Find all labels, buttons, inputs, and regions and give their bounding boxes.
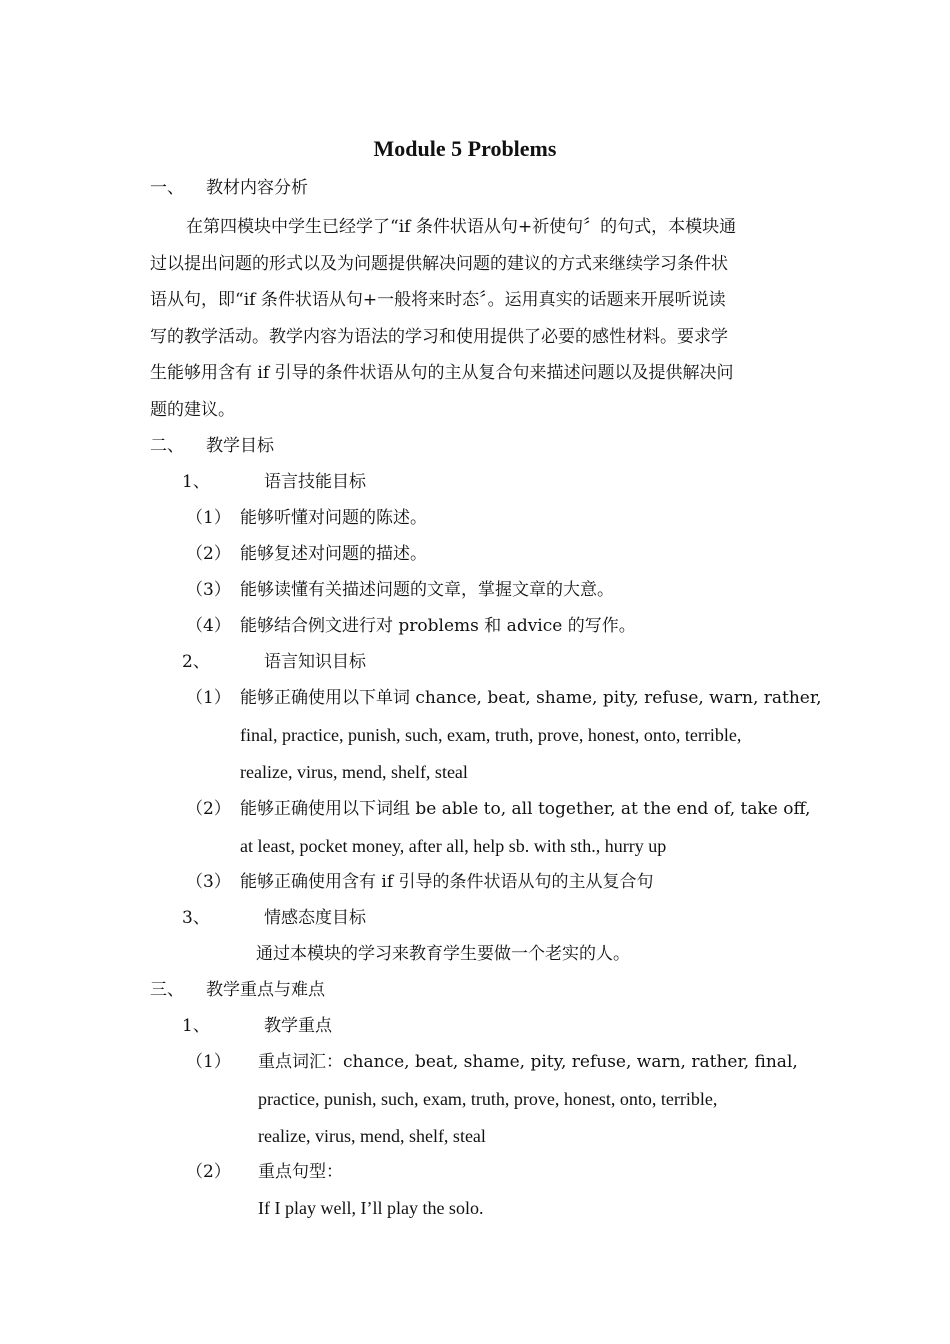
paragraph-line: 写的教学活动。教学内容为语法的学习和使用提供了必要的感性材料。要求学 [150,326,728,347]
subsection-2-1-label: 语言技能目标 [264,472,366,492]
item-number: （1） [186,1052,231,1072]
item-text: 能够复述对问题的描述。 [240,544,427,564]
item-text: 能够听懂对问题的陈述。 [240,508,427,528]
item-text: 能够结合例文进行对 problems 和 advice 的写作。 [240,616,636,636]
item-number: （1） [186,508,231,528]
item-number: （2） [186,1162,231,1182]
item-label: 重点句型： [258,1162,343,1182]
section-2-number: 二、 [150,436,184,456]
paragraph-line: 生能够用含有 if 引导的条件状语从句的主从复合句来描述问题以及提供解决问 [150,363,734,384]
item-text: 能够读懂有关描述问题的文章，掌握文章的大意。 [240,580,614,600]
subsection-2-3-number: 3、 [182,908,210,928]
section-3-number: 三、 [150,980,184,1000]
item-number: （4） [186,616,231,636]
item-text: 能够正确使用以下单词 chance, beat, shame, pity, refuse, warn, rather, [240,688,822,708]
paragraph-line: 在第四模块中学生已经学了“if 条件状语从句+祈使句〞的句式，本模块通 [186,217,737,237]
subsection-3-1-label: 教学重点 [264,1016,332,1036]
item-text: realize, virus, mend, shelf, steal [240,762,468,782]
item-text: 能够正确使用含有 if 引导的条件状语从句的主从复合句 [240,872,654,892]
item-number: （1） [186,688,231,708]
subsection-2-3-label: 情感态度目标 [264,908,366,928]
example-sentence: If I play well, I’ll play the solo. [258,1198,484,1218]
item-text: 能够正确使用以下词组 be able to, all together, at the end of, take off, [240,799,811,819]
paragraph-line: 过以提出问题的形式以及为问题提供解决问题的建议的方式来继续学习条件状 [150,253,728,274]
item-number: （2） [186,544,231,564]
item-text: 重点词汇：chance, beat, shame, pity, refuse, warn, rather, final, [258,1052,798,1072]
item-text: practice, punish, such, exam, truth, prove, honest, onto, terrible, [258,1089,718,1109]
subsection-2-2-label: 语言知识目标 [264,652,366,672]
subsection-3-1-number: 1、 [182,1016,210,1036]
item-number: （3） [186,872,231,892]
section-2-heading: 教学目标 [206,436,274,456]
section-1-heading: 教材内容分析 [206,178,308,198]
section-1-paragraph [150,209,802,429]
paragraph-line: 题的建议。 [150,399,235,420]
item-text: 通过本模块的学习来教育学生要做一个老实的人。 [256,944,630,964]
item-number: （2） [186,799,231,819]
document-title: Module 5 Problems [373,136,557,161]
section-1-number: 一、 [150,178,184,198]
item-text: at least, pocket money, after all, help sb. with sth., hurry up [240,836,667,856]
item-number: （3） [186,580,231,600]
section-3-heading: 教学重点与难点 [206,980,325,1000]
subsection-2-2-number: 2、 [182,652,210,672]
item-text: realize, virus, mend, shelf, steal [258,1126,486,1146]
paragraph-line: 语从句，即“if 条件状语从句+一般将来时态〞。运用真实的话题来开展听说读 [150,290,726,311]
item-text: final, practice, punish, such, exam, truth, prove, honest, onto, terrible, [240,725,742,745]
subsection-2-1-number: 1、 [182,472,210,492]
